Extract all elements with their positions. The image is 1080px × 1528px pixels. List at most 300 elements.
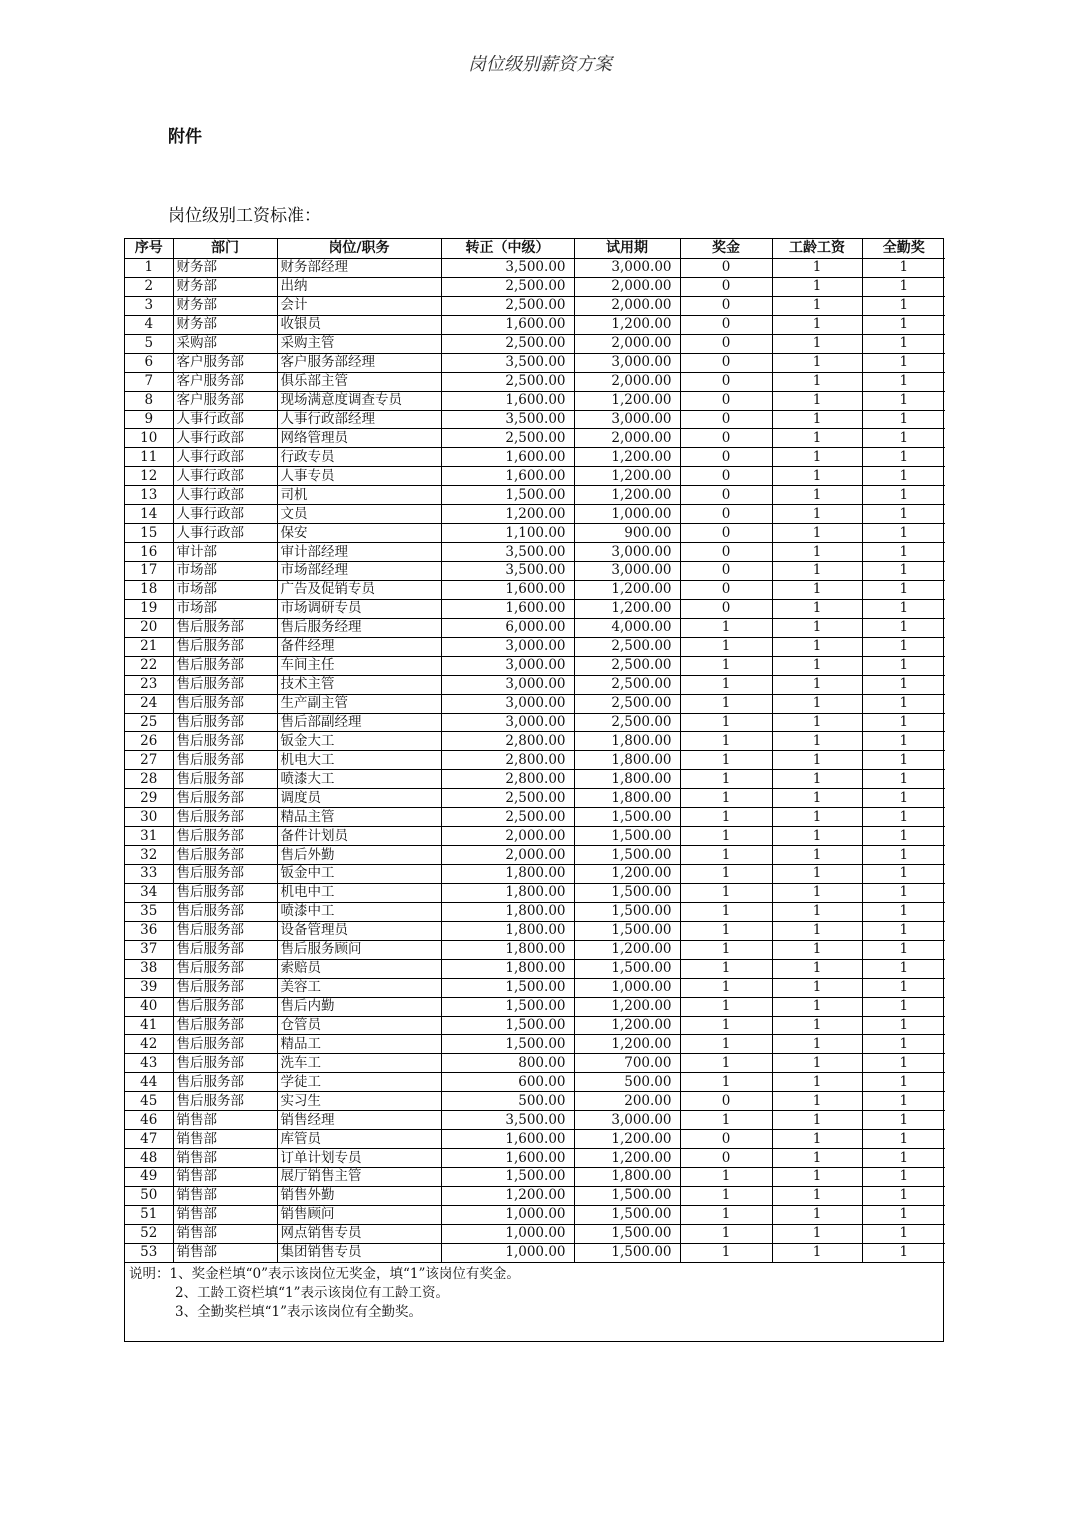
cell-seq: 22 bbox=[125, 656, 173, 675]
cell-attendance-bonus: 1 bbox=[862, 978, 945, 997]
cell-position: 备件经理 bbox=[277, 637, 441, 656]
cell-department: 客户服务部 bbox=[173, 353, 277, 372]
cell-attendance-bonus: 1 bbox=[862, 467, 945, 486]
cell-department: 售后服务部 bbox=[173, 997, 277, 1016]
cell-probation-salary: 1,500.00 bbox=[574, 808, 680, 827]
cell-bonus: 1 bbox=[680, 865, 772, 884]
cell-department: 售后服务部 bbox=[173, 883, 277, 902]
cell-attendance-bonus: 1 bbox=[862, 808, 945, 827]
cell-regular-salary: 2,000.00 bbox=[441, 846, 574, 865]
cell-probation-salary: 3,000.00 bbox=[574, 562, 680, 581]
cell-regular-salary: 2,500.00 bbox=[441, 277, 574, 296]
cell-department: 财务部 bbox=[173, 296, 277, 315]
cell-probation-salary: 1,500.00 bbox=[574, 921, 680, 940]
cell-seniority-pay: 1 bbox=[772, 770, 862, 789]
cell-seniority-pay: 1 bbox=[772, 1016, 862, 1035]
cell-probation-salary: 2,500.00 bbox=[574, 656, 680, 675]
table-row bbox=[125, 1224, 945, 1243]
cell-seniority-pay: 1 bbox=[772, 732, 862, 751]
cell-seniority-pay: 1 bbox=[772, 637, 862, 656]
cell-seniority-pay: 1 bbox=[772, 618, 862, 637]
cell-position: 销售经理 bbox=[277, 1111, 441, 1130]
cell-bonus: 1 bbox=[680, 978, 772, 997]
cell-seniority-pay: 1 bbox=[772, 1243, 862, 1262]
cell-attendance-bonus: 1 bbox=[862, 1168, 945, 1187]
column-header-department: 部门 bbox=[173, 239, 277, 259]
cell-seq: 3 bbox=[125, 296, 173, 315]
cell-seniority-pay: 1 bbox=[772, 865, 862, 884]
cell-bonus: 1 bbox=[680, 902, 772, 921]
cell-department: 销售部 bbox=[173, 1149, 277, 1168]
cell-seniority-pay: 1 bbox=[772, 599, 862, 618]
cell-seniority-pay: 1 bbox=[772, 997, 862, 1016]
column-header-seniority-pay: 工龄工资 bbox=[772, 239, 862, 259]
cell-position: 集团销售专员 bbox=[277, 1243, 441, 1262]
cell-bonus: 1 bbox=[680, 1073, 772, 1092]
cell-bonus: 1 bbox=[680, 827, 772, 846]
cell-seq: 45 bbox=[125, 1092, 173, 1111]
table-row bbox=[125, 524, 945, 543]
cell-position: 备件计划员 bbox=[277, 827, 441, 846]
cell-position: 仓管员 bbox=[277, 1016, 441, 1035]
cell-probation-salary: 200.00 bbox=[574, 1092, 680, 1111]
table-row bbox=[125, 410, 945, 429]
cell-department: 审计部 bbox=[173, 543, 277, 562]
table-row bbox=[125, 675, 945, 694]
cell-seq: 19 bbox=[125, 599, 173, 618]
cell-seq: 5 bbox=[125, 334, 173, 353]
cell-attendance-bonus: 1 bbox=[862, 1092, 945, 1111]
table-row bbox=[125, 656, 945, 675]
note-line-1: 说明：1、奖金栏填“0”表示该岗位无奖金，填“1”该岗位有奖金。 bbox=[129, 1265, 520, 1282]
cell-regular-salary: 2,000.00 bbox=[441, 827, 574, 846]
cell-probation-salary: 1,200.00 bbox=[574, 940, 680, 959]
table-row bbox=[125, 486, 945, 505]
cell-probation-salary: 500.00 bbox=[574, 1073, 680, 1092]
cell-bonus: 0 bbox=[680, 1092, 772, 1111]
cell-regular-salary: 3,000.00 bbox=[441, 637, 574, 656]
cell-seniority-pay: 1 bbox=[772, 524, 862, 543]
column-header-position: 岗位/职务 bbox=[277, 239, 441, 259]
cell-seq: 30 bbox=[125, 808, 173, 827]
cell-seniority-pay: 1 bbox=[772, 467, 862, 486]
table-row bbox=[125, 1035, 945, 1054]
table-row bbox=[125, 978, 945, 997]
cell-position: 设备管理员 bbox=[277, 921, 441, 940]
cell-seq: 42 bbox=[125, 1035, 173, 1054]
cell-bonus: 0 bbox=[680, 334, 772, 353]
cell-attendance-bonus: 1 bbox=[862, 865, 945, 884]
cell-seniority-pay: 1 bbox=[772, 259, 862, 278]
cell-bonus: 1 bbox=[680, 959, 772, 978]
cell-department: 客户服务部 bbox=[173, 391, 277, 410]
cell-seniority-pay: 1 bbox=[772, 372, 862, 391]
cell-regular-salary: 3,000.00 bbox=[441, 675, 574, 694]
cell-department: 售后服务部 bbox=[173, 959, 277, 978]
cell-position: 客户服务部经理 bbox=[277, 353, 441, 372]
cell-seniority-pay: 1 bbox=[772, 315, 862, 334]
cell-department: 售后服务部 bbox=[173, 1073, 277, 1092]
cell-attendance-bonus: 1 bbox=[862, 448, 945, 467]
table-row bbox=[125, 353, 945, 372]
cell-department: 售后服务部 bbox=[173, 1035, 277, 1054]
table-row bbox=[125, 732, 945, 751]
cell-seq: 12 bbox=[125, 467, 173, 486]
cell-position: 文员 bbox=[277, 505, 441, 524]
cell-position: 技术主管 bbox=[277, 675, 441, 694]
cell-bonus: 0 bbox=[680, 580, 772, 599]
cell-seq: 47 bbox=[125, 1130, 173, 1149]
table-row bbox=[125, 1186, 945, 1205]
cell-probation-salary: 1,000.00 bbox=[574, 505, 680, 524]
table-row bbox=[125, 808, 945, 827]
cell-attendance-bonus: 1 bbox=[862, 921, 945, 940]
cell-regular-salary: 1,000.00 bbox=[441, 1243, 574, 1262]
cell-seq: 16 bbox=[125, 543, 173, 562]
cell-seniority-pay: 1 bbox=[772, 713, 862, 732]
cell-regular-salary: 1,600.00 bbox=[441, 315, 574, 334]
cell-bonus: 0 bbox=[680, 1149, 772, 1168]
cell-bonus: 0 bbox=[680, 315, 772, 334]
cell-position: 售后内勤 bbox=[277, 997, 441, 1016]
cell-regular-salary: 3,500.00 bbox=[441, 259, 574, 278]
table-row bbox=[125, 562, 945, 581]
cell-seq: 48 bbox=[125, 1149, 173, 1168]
cell-regular-salary: 1,800.00 bbox=[441, 883, 574, 902]
cell-seq: 15 bbox=[125, 524, 173, 543]
table-row bbox=[125, 865, 945, 884]
cell-position: 机电大工 bbox=[277, 751, 441, 770]
cell-seq: 7 bbox=[125, 372, 173, 391]
cell-seniority-pay: 1 bbox=[772, 1224, 862, 1243]
cell-position: 实习生 bbox=[277, 1092, 441, 1111]
cell-seq: 2 bbox=[125, 277, 173, 296]
table-row bbox=[125, 429, 945, 448]
cell-probation-salary: 2,000.00 bbox=[574, 429, 680, 448]
cell-attendance-bonus: 1 bbox=[862, 259, 945, 278]
cell-seniority-pay: 1 bbox=[772, 1149, 862, 1168]
cell-department: 财务部 bbox=[173, 315, 277, 334]
cell-regular-salary: 1,500.00 bbox=[441, 1035, 574, 1054]
cell-attendance-bonus: 1 bbox=[862, 637, 945, 656]
cell-seniority-pay: 1 bbox=[772, 959, 862, 978]
cell-probation-salary: 1,800.00 bbox=[574, 751, 680, 770]
cell-attendance-bonus: 1 bbox=[862, 562, 945, 581]
cell-seniority-pay: 1 bbox=[772, 580, 862, 599]
cell-seniority-pay: 1 bbox=[772, 486, 862, 505]
table-row bbox=[125, 827, 945, 846]
cell-regular-salary: 1,500.00 bbox=[441, 1016, 574, 1035]
cell-regular-salary: 1,800.00 bbox=[441, 959, 574, 978]
cell-attendance-bonus: 1 bbox=[862, 580, 945, 599]
cell-seniority-pay: 1 bbox=[772, 1186, 862, 1205]
cell-regular-salary: 2,500.00 bbox=[441, 808, 574, 827]
cell-attendance-bonus: 1 bbox=[862, 1016, 945, 1035]
table-header-row bbox=[125, 239, 945, 259]
cell-position: 售后服务顾问 bbox=[277, 940, 441, 959]
cell-regular-salary: 2,800.00 bbox=[441, 751, 574, 770]
cell-department: 售后服务部 bbox=[173, 770, 277, 789]
cell-attendance-bonus: 1 bbox=[862, 1224, 945, 1243]
table-row bbox=[125, 940, 945, 959]
cell-probation-salary: 2,000.00 bbox=[574, 372, 680, 391]
cell-seniority-pay: 1 bbox=[772, 334, 862, 353]
cell-position: 俱乐部主管 bbox=[277, 372, 441, 391]
cell-position: 库管员 bbox=[277, 1130, 441, 1149]
cell-probation-salary: 3,000.00 bbox=[574, 543, 680, 562]
cell-department: 市场部 bbox=[173, 599, 277, 618]
cell-bonus: 0 bbox=[680, 391, 772, 410]
cell-seq: 27 bbox=[125, 751, 173, 770]
cell-probation-salary: 900.00 bbox=[574, 524, 680, 543]
cell-attendance-bonus: 1 bbox=[862, 1186, 945, 1205]
table-row bbox=[125, 448, 945, 467]
cell-bonus: 1 bbox=[680, 1205, 772, 1224]
cell-department: 售后服务部 bbox=[173, 846, 277, 865]
cell-position: 市场部经理 bbox=[277, 562, 441, 581]
cell-attendance-bonus: 1 bbox=[862, 789, 945, 808]
cell-attendance-bonus: 1 bbox=[862, 429, 945, 448]
cell-probation-salary: 3,000.00 bbox=[574, 259, 680, 278]
table-row bbox=[125, 296, 945, 315]
cell-position: 喷漆中工 bbox=[277, 902, 441, 921]
cell-probation-salary: 1,800.00 bbox=[574, 732, 680, 751]
cell-seq: 6 bbox=[125, 353, 173, 372]
table-row bbox=[125, 770, 945, 789]
cell-probation-salary: 1,200.00 bbox=[574, 580, 680, 599]
cell-seniority-pay: 1 bbox=[772, 1092, 862, 1111]
cell-department: 人事行政部 bbox=[173, 429, 277, 448]
cell-seniority-pay: 1 bbox=[772, 1111, 862, 1130]
cell-seq: 51 bbox=[125, 1205, 173, 1224]
table-row bbox=[125, 277, 945, 296]
cell-probation-salary: 1,500.00 bbox=[574, 959, 680, 978]
cell-regular-salary: 3,500.00 bbox=[441, 353, 574, 372]
cell-department: 销售部 bbox=[173, 1186, 277, 1205]
cell-regular-salary: 2,800.00 bbox=[441, 732, 574, 751]
cell-department: 人事行政部 bbox=[173, 467, 277, 486]
cell-bonus: 1 bbox=[680, 732, 772, 751]
cell-seq: 26 bbox=[125, 732, 173, 751]
table-row bbox=[125, 751, 945, 770]
cell-seniority-pay: 1 bbox=[772, 448, 862, 467]
table-row bbox=[125, 505, 945, 524]
cell-seq: 49 bbox=[125, 1168, 173, 1187]
cell-seq: 8 bbox=[125, 391, 173, 410]
cell-regular-salary: 3,500.00 bbox=[441, 562, 574, 581]
cell-bonus: 1 bbox=[680, 751, 772, 770]
cell-attendance-bonus: 1 bbox=[862, 334, 945, 353]
cell-probation-salary: 1,500.00 bbox=[574, 846, 680, 865]
cell-seniority-pay: 1 bbox=[772, 1073, 862, 1092]
cell-regular-salary: 1,500.00 bbox=[441, 486, 574, 505]
cell-probation-salary: 1,500.00 bbox=[574, 1224, 680, 1243]
cell-position: 司机 bbox=[277, 486, 441, 505]
cell-bonus: 1 bbox=[680, 1243, 772, 1262]
cell-probation-salary: 1,200.00 bbox=[574, 448, 680, 467]
cell-bonus: 1 bbox=[680, 789, 772, 808]
cell-regular-salary: 3,000.00 bbox=[441, 713, 574, 732]
cell-seq: 23 bbox=[125, 675, 173, 694]
table-row bbox=[125, 1092, 945, 1111]
cell-seniority-pay: 1 bbox=[772, 656, 862, 675]
cell-department: 售后服务部 bbox=[173, 789, 277, 808]
cell-attendance-bonus: 1 bbox=[862, 713, 945, 732]
cell-regular-salary: 3,500.00 bbox=[441, 1111, 574, 1130]
cell-department: 售后服务部 bbox=[173, 618, 277, 637]
table-body bbox=[125, 259, 945, 1263]
cell-attendance-bonus: 1 bbox=[862, 410, 945, 429]
salary-table-sheet bbox=[124, 238, 944, 1342]
cell-seq: 41 bbox=[125, 1016, 173, 1035]
cell-probation-salary: 1,200.00 bbox=[574, 599, 680, 618]
cell-bonus: 0 bbox=[680, 524, 772, 543]
notes-section bbox=[125, 1263, 943, 1341]
cell-probation-salary: 1,200.00 bbox=[574, 1035, 680, 1054]
cell-seq: 28 bbox=[125, 770, 173, 789]
table-row bbox=[125, 543, 945, 562]
page-header: 岗位级别薪资方案 bbox=[468, 54, 612, 75]
cell-seniority-pay: 1 bbox=[772, 391, 862, 410]
cell-department: 人事行政部 bbox=[173, 505, 277, 524]
cell-bonus: 1 bbox=[680, 694, 772, 713]
cell-attendance-bonus: 1 bbox=[862, 618, 945, 637]
cell-position: 网络管理员 bbox=[277, 429, 441, 448]
cell-probation-salary: 1,500.00 bbox=[574, 1205, 680, 1224]
cell-regular-salary: 1,800.00 bbox=[441, 940, 574, 959]
table-row bbox=[125, 902, 945, 921]
cell-department: 销售部 bbox=[173, 1168, 277, 1187]
cell-seq: 40 bbox=[125, 997, 173, 1016]
cell-seq: 53 bbox=[125, 1243, 173, 1262]
cell-department: 销售部 bbox=[173, 1224, 277, 1243]
table-row bbox=[125, 1243, 945, 1262]
cell-regular-salary: 800.00 bbox=[441, 1054, 574, 1073]
cell-bonus: 1 bbox=[680, 921, 772, 940]
cell-position: 钣金大工 bbox=[277, 732, 441, 751]
cell-position: 洗车工 bbox=[277, 1054, 441, 1073]
cell-bonus: 1 bbox=[680, 618, 772, 637]
cell-department: 售后服务部 bbox=[173, 637, 277, 656]
cell-probation-salary: 2,000.00 bbox=[574, 277, 680, 296]
cell-department: 售后服务部 bbox=[173, 1092, 277, 1111]
cell-bonus: 1 bbox=[680, 883, 772, 902]
cell-seq: 25 bbox=[125, 713, 173, 732]
cell-probation-salary: 1,200.00 bbox=[574, 1149, 680, 1168]
cell-regular-salary: 3,000.00 bbox=[441, 656, 574, 675]
cell-attendance-bonus: 1 bbox=[862, 1111, 945, 1130]
cell-position: 售后部副经理 bbox=[277, 713, 441, 732]
table-row bbox=[125, 1016, 945, 1035]
cell-department: 财务部 bbox=[173, 259, 277, 278]
cell-position: 售后服务经理 bbox=[277, 618, 441, 637]
cell-seniority-pay: 1 bbox=[772, 1035, 862, 1054]
cell-regular-salary: 2,500.00 bbox=[441, 372, 574, 391]
table-row bbox=[125, 1073, 945, 1092]
cell-attendance-bonus: 1 bbox=[862, 846, 945, 865]
cell-bonus: 0 bbox=[680, 429, 772, 448]
table-row bbox=[125, 467, 945, 486]
cell-seniority-pay: 1 bbox=[772, 846, 862, 865]
cell-seniority-pay: 1 bbox=[772, 1168, 862, 1187]
cell-bonus: 1 bbox=[680, 1054, 772, 1073]
cell-department: 销售部 bbox=[173, 1243, 277, 1262]
cell-probation-salary: 1,200.00 bbox=[574, 315, 680, 334]
cell-seq: 4 bbox=[125, 315, 173, 334]
cell-seniority-pay: 1 bbox=[772, 429, 862, 448]
cell-seniority-pay: 1 bbox=[772, 505, 862, 524]
cell-probation-salary: 3,000.00 bbox=[574, 353, 680, 372]
table-row bbox=[125, 921, 945, 940]
cell-department: 售后服务部 bbox=[173, 713, 277, 732]
cell-regular-salary: 1,600.00 bbox=[441, 391, 574, 410]
cell-position: 美容工 bbox=[277, 978, 441, 997]
cell-attendance-bonus: 1 bbox=[862, 315, 945, 334]
table-row bbox=[125, 1111, 945, 1130]
cell-department: 售后服务部 bbox=[173, 827, 277, 846]
cell-position: 精品主管 bbox=[277, 808, 441, 827]
cell-attendance-bonus: 1 bbox=[862, 524, 945, 543]
cell-seniority-pay: 1 bbox=[772, 883, 862, 902]
cell-attendance-bonus: 1 bbox=[862, 675, 945, 694]
cell-position: 喷漆大工 bbox=[277, 770, 441, 789]
cell-seniority-pay: 1 bbox=[772, 1205, 862, 1224]
cell-position: 广告及促销专员 bbox=[277, 580, 441, 599]
column-header-regular-salary: 转正（中级） bbox=[441, 239, 574, 259]
cell-bonus: 0 bbox=[680, 1130, 772, 1149]
cell-attendance-bonus: 1 bbox=[862, 1054, 945, 1073]
cell-department: 售后服务部 bbox=[173, 1054, 277, 1073]
table-row bbox=[125, 391, 945, 410]
column-header-seq: 序号 bbox=[125, 239, 173, 259]
cell-probation-salary: 2,500.00 bbox=[574, 713, 680, 732]
table-title: 岗位级别工资标准： bbox=[168, 206, 321, 226]
cell-department: 售后服务部 bbox=[173, 940, 277, 959]
cell-regular-salary: 1,600.00 bbox=[441, 448, 574, 467]
cell-department: 售后服务部 bbox=[173, 1016, 277, 1035]
cell-probation-salary: 2,000.00 bbox=[574, 296, 680, 315]
cell-probation-salary: 2,500.00 bbox=[574, 675, 680, 694]
cell-bonus: 1 bbox=[680, 770, 772, 789]
cell-attendance-bonus: 1 bbox=[862, 543, 945, 562]
table-row bbox=[125, 334, 945, 353]
table-row bbox=[125, 713, 945, 732]
table-row bbox=[125, 637, 945, 656]
cell-seq: 33 bbox=[125, 865, 173, 884]
cell-probation-salary: 1,500.00 bbox=[574, 1243, 680, 1262]
cell-seq: 9 bbox=[125, 410, 173, 429]
cell-seniority-pay: 1 bbox=[772, 789, 862, 808]
cell-seq: 38 bbox=[125, 959, 173, 978]
cell-attendance-bonus: 1 bbox=[862, 1205, 945, 1224]
cell-attendance-bonus: 1 bbox=[862, 770, 945, 789]
cell-bonus: 1 bbox=[680, 1168, 772, 1187]
cell-seniority-pay: 1 bbox=[772, 543, 862, 562]
cell-probation-salary: 1,800.00 bbox=[574, 789, 680, 808]
cell-position: 人事专员 bbox=[277, 467, 441, 486]
cell-attendance-bonus: 1 bbox=[862, 1130, 945, 1149]
cell-probation-salary: 3,000.00 bbox=[574, 1111, 680, 1130]
cell-position: 车间主任 bbox=[277, 656, 441, 675]
cell-department: 财务部 bbox=[173, 277, 277, 296]
cell-regular-salary: 3,500.00 bbox=[441, 543, 574, 562]
cell-seniority-pay: 1 bbox=[772, 353, 862, 372]
cell-regular-salary: 2,800.00 bbox=[441, 770, 574, 789]
cell-bonus: 0 bbox=[680, 448, 772, 467]
cell-probation-salary: 1,500.00 bbox=[574, 902, 680, 921]
cell-probation-salary: 1,200.00 bbox=[574, 486, 680, 505]
cell-regular-salary: 1,500.00 bbox=[441, 978, 574, 997]
